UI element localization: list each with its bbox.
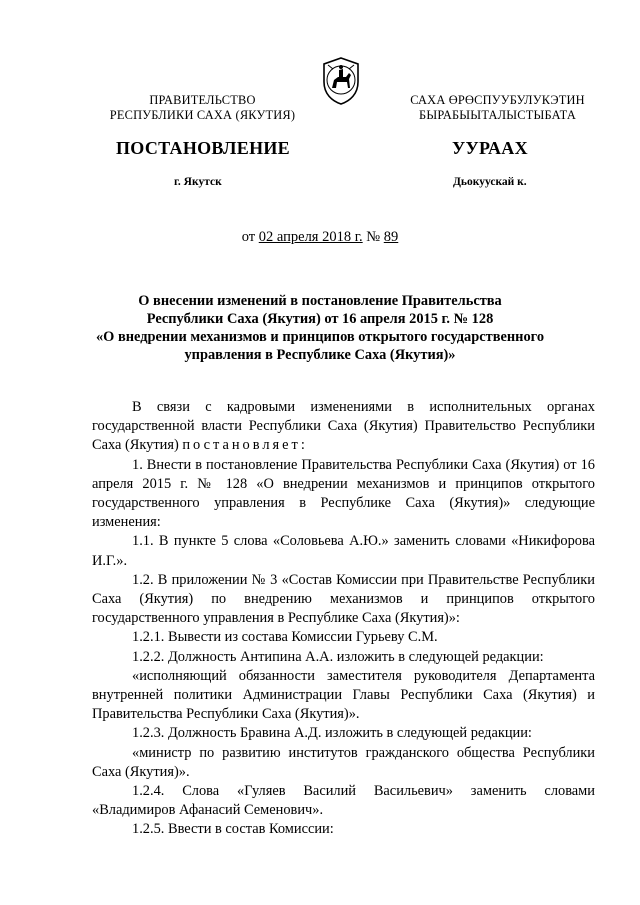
header-left-line2: РЕСПУБЛИКИ САХА (ЯКУТИЯ) [109,108,296,122]
subject-line: Республики Саха (Якутия) от 16 апреля 2015 г. № 128 [146,311,494,327]
document-type-title: ПОСТАНОВЛЕНИЕ [116,138,290,158]
subject-line: управления в Республике Саха (Якутия)» [184,347,456,363]
paragraph: 1.1. В пункте 5 слова «Соловьева А.Ю.» заменить словами «Никифорова И.Г.». [92,533,595,569]
paragraph: 1.2.2. Должность Антипина А.А. изложить в следующей редакции: [132,648,544,665]
paragraph: «исполняющий обязанности заместителя руководителя Департамента внутренней политики Администрации Главы Республики Саха (Якутия) и Правительства Республики Саха (Якутия)». [92,667,595,723]
paragraph: 1. Внести в постановление Правительства Республики Саха (Якутия) от 16 апреля 2015 г. № 128 «О внедрении механизмов и принципов открытого государственного управления в Республике Саха (Якутия)» следующие изменения: [92,456,595,531]
header-left [95,93,310,123]
coat-of-arms-icon [320,56,362,106]
paragraph [92,398,595,456]
decree-number: 89 [383,229,399,245]
city-name-yakut: Дьокуускай к. [453,176,527,188]
decree-date-number [0,229,640,246]
paragraph: 1.2.5. Ввести в состав Комиссии: [132,821,334,838]
header-right [390,93,605,123]
header-left-line1: ПРАВИТЕЛЬСТВО [149,93,256,107]
header-right-line1: САХА ӨРӨСПУУБУЛУКЭТИН [410,93,585,107]
document-type-title-yakut: УУРААХ [452,138,528,158]
subject-line: «О внедрении механизмов и принципов открытого государственного [95,329,545,345]
paragraph: 1.2.4. Слова «Гуляев Василий Васильевич» заменить словами «Владимиров Афанасий Семенович». [92,783,595,819]
resolves-word: постановляет: [182,437,308,454]
decree-date: 02 апреля 2018 г. [258,229,363,245]
decree-body [92,398,595,840]
paragraph: «министр по развитию институтов гражданского общества Республики Саха (Якутия)». [92,744,595,780]
subject-line: О внесении изменений в постановление Правительства [138,293,502,309]
paragraph: 1.2. В приложении № 3 «Состав Комиссии при Правительстве Республики Саха (Якутия) по внедрению механизмов и принципов открытого государственного управления в Республике Саха (Якутия)»: [92,571,595,627]
paragraph-text: В связи с кадровыми изменениями в исполнительных органах государственной власти Республики Саха (Якутия) Правительство Республики Саха (Якутия) [92,399,595,454]
header-right-line2: БЫРАБЫЫТАЛЫСТЫБАТА [419,108,576,122]
city-name: г. Якутск [174,176,222,188]
decree-prefix: от [241,229,256,245]
decree-subject [60,292,580,364]
decree-number-label: № [366,229,381,245]
paragraph: 1.2.3. Должность Бравина А.Д. изложить в следующей редакции: [132,725,532,742]
paragraph: 1.2.1. Вывести из состава Комиссии Гурьеву С.М. [132,629,438,646]
